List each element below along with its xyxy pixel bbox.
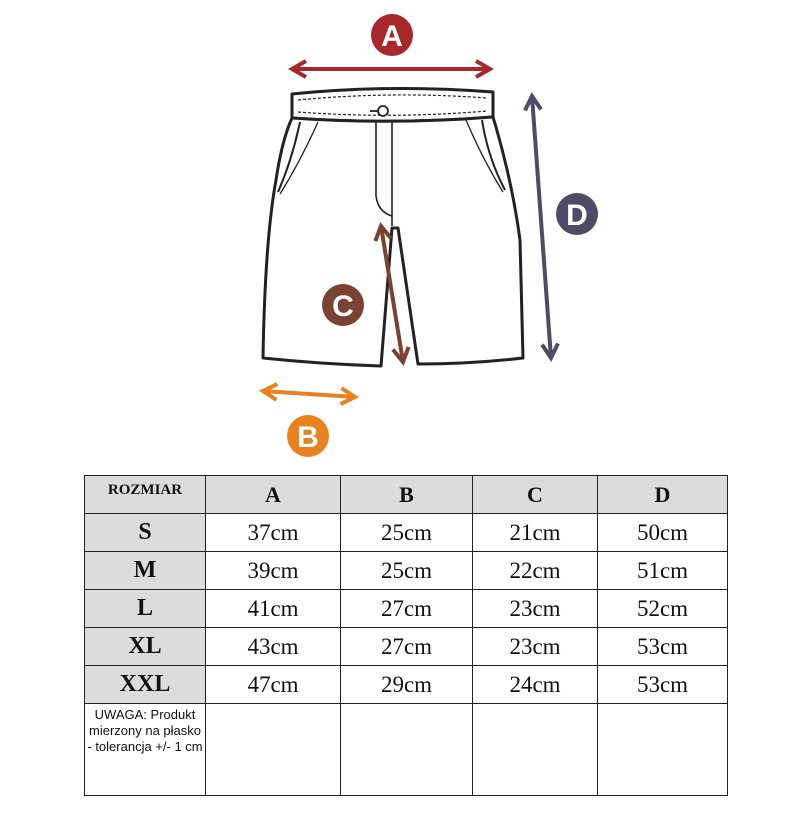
empty-cell — [341, 704, 473, 796]
value-b: 25cm — [341, 552, 473, 590]
note-row — [85, 704, 728, 796]
badge-d — [556, 193, 598, 235]
value-b: 29cm — [341, 666, 473, 704]
value-a: 41cm — [206, 590, 341, 628]
value-d: 51cm — [598, 552, 728, 590]
value-a: 47cm — [206, 666, 341, 704]
measurement-note: UWAGA: Produkt mierzony na płasko - tolerancja +/- 1 cm — [85, 704, 206, 796]
value-a: 37cm — [206, 514, 341, 552]
table-header-row — [85, 476, 728, 514]
value-b: 27cm — [341, 628, 473, 666]
value-c: 23cm — [473, 628, 598, 666]
shorts-illustration — [263, 88, 523, 366]
value-c: 23cm — [473, 590, 598, 628]
badge-c — [322, 284, 364, 326]
size-label: M — [85, 552, 206, 590]
empty-cell — [473, 704, 598, 796]
size-label: S — [85, 514, 206, 552]
badge-c-letter: C — [332, 290, 354, 323]
value-c: 21cm — [473, 514, 598, 552]
size-label: XXL — [85, 666, 206, 704]
value-a: 43cm — [206, 628, 341, 666]
size-label: L — [85, 590, 206, 628]
table-row — [85, 514, 728, 552]
badge-a-letter: A — [381, 20, 403, 53]
value-c: 24cm — [473, 666, 598, 704]
value-b: 25cm — [341, 514, 473, 552]
table-row — [85, 666, 728, 704]
table-row — [85, 590, 728, 628]
value-d: 50cm — [598, 514, 728, 552]
badge-a — [371, 14, 413, 56]
header-a: A — [206, 476, 341, 514]
badge-d-letter: D — [566, 199, 588, 232]
header-b: B — [341, 476, 473, 514]
value-b: 27cm — [341, 590, 473, 628]
measure-arrow-b — [263, 391, 355, 397]
measure-arrow-d — [532, 96, 551, 358]
badge-b — [287, 415, 329, 457]
table-row — [85, 628, 728, 666]
header-d: D — [598, 476, 728, 514]
empty-cell — [598, 704, 728, 796]
header-c: C — [473, 476, 598, 514]
value-d: 53cm — [598, 628, 728, 666]
value-d: 52cm — [598, 590, 728, 628]
size-table — [84, 475, 728, 796]
value-a: 39cm — [206, 552, 341, 590]
badge-b-letter: B — [297, 421, 319, 454]
value-d: 53cm — [598, 666, 728, 704]
value-c: 22cm — [473, 552, 598, 590]
empty-cell — [206, 704, 341, 796]
size-label: XL — [85, 628, 206, 666]
header-rozmiar: ROZMIAR — [85, 476, 206, 514]
table-row — [85, 552, 728, 590]
